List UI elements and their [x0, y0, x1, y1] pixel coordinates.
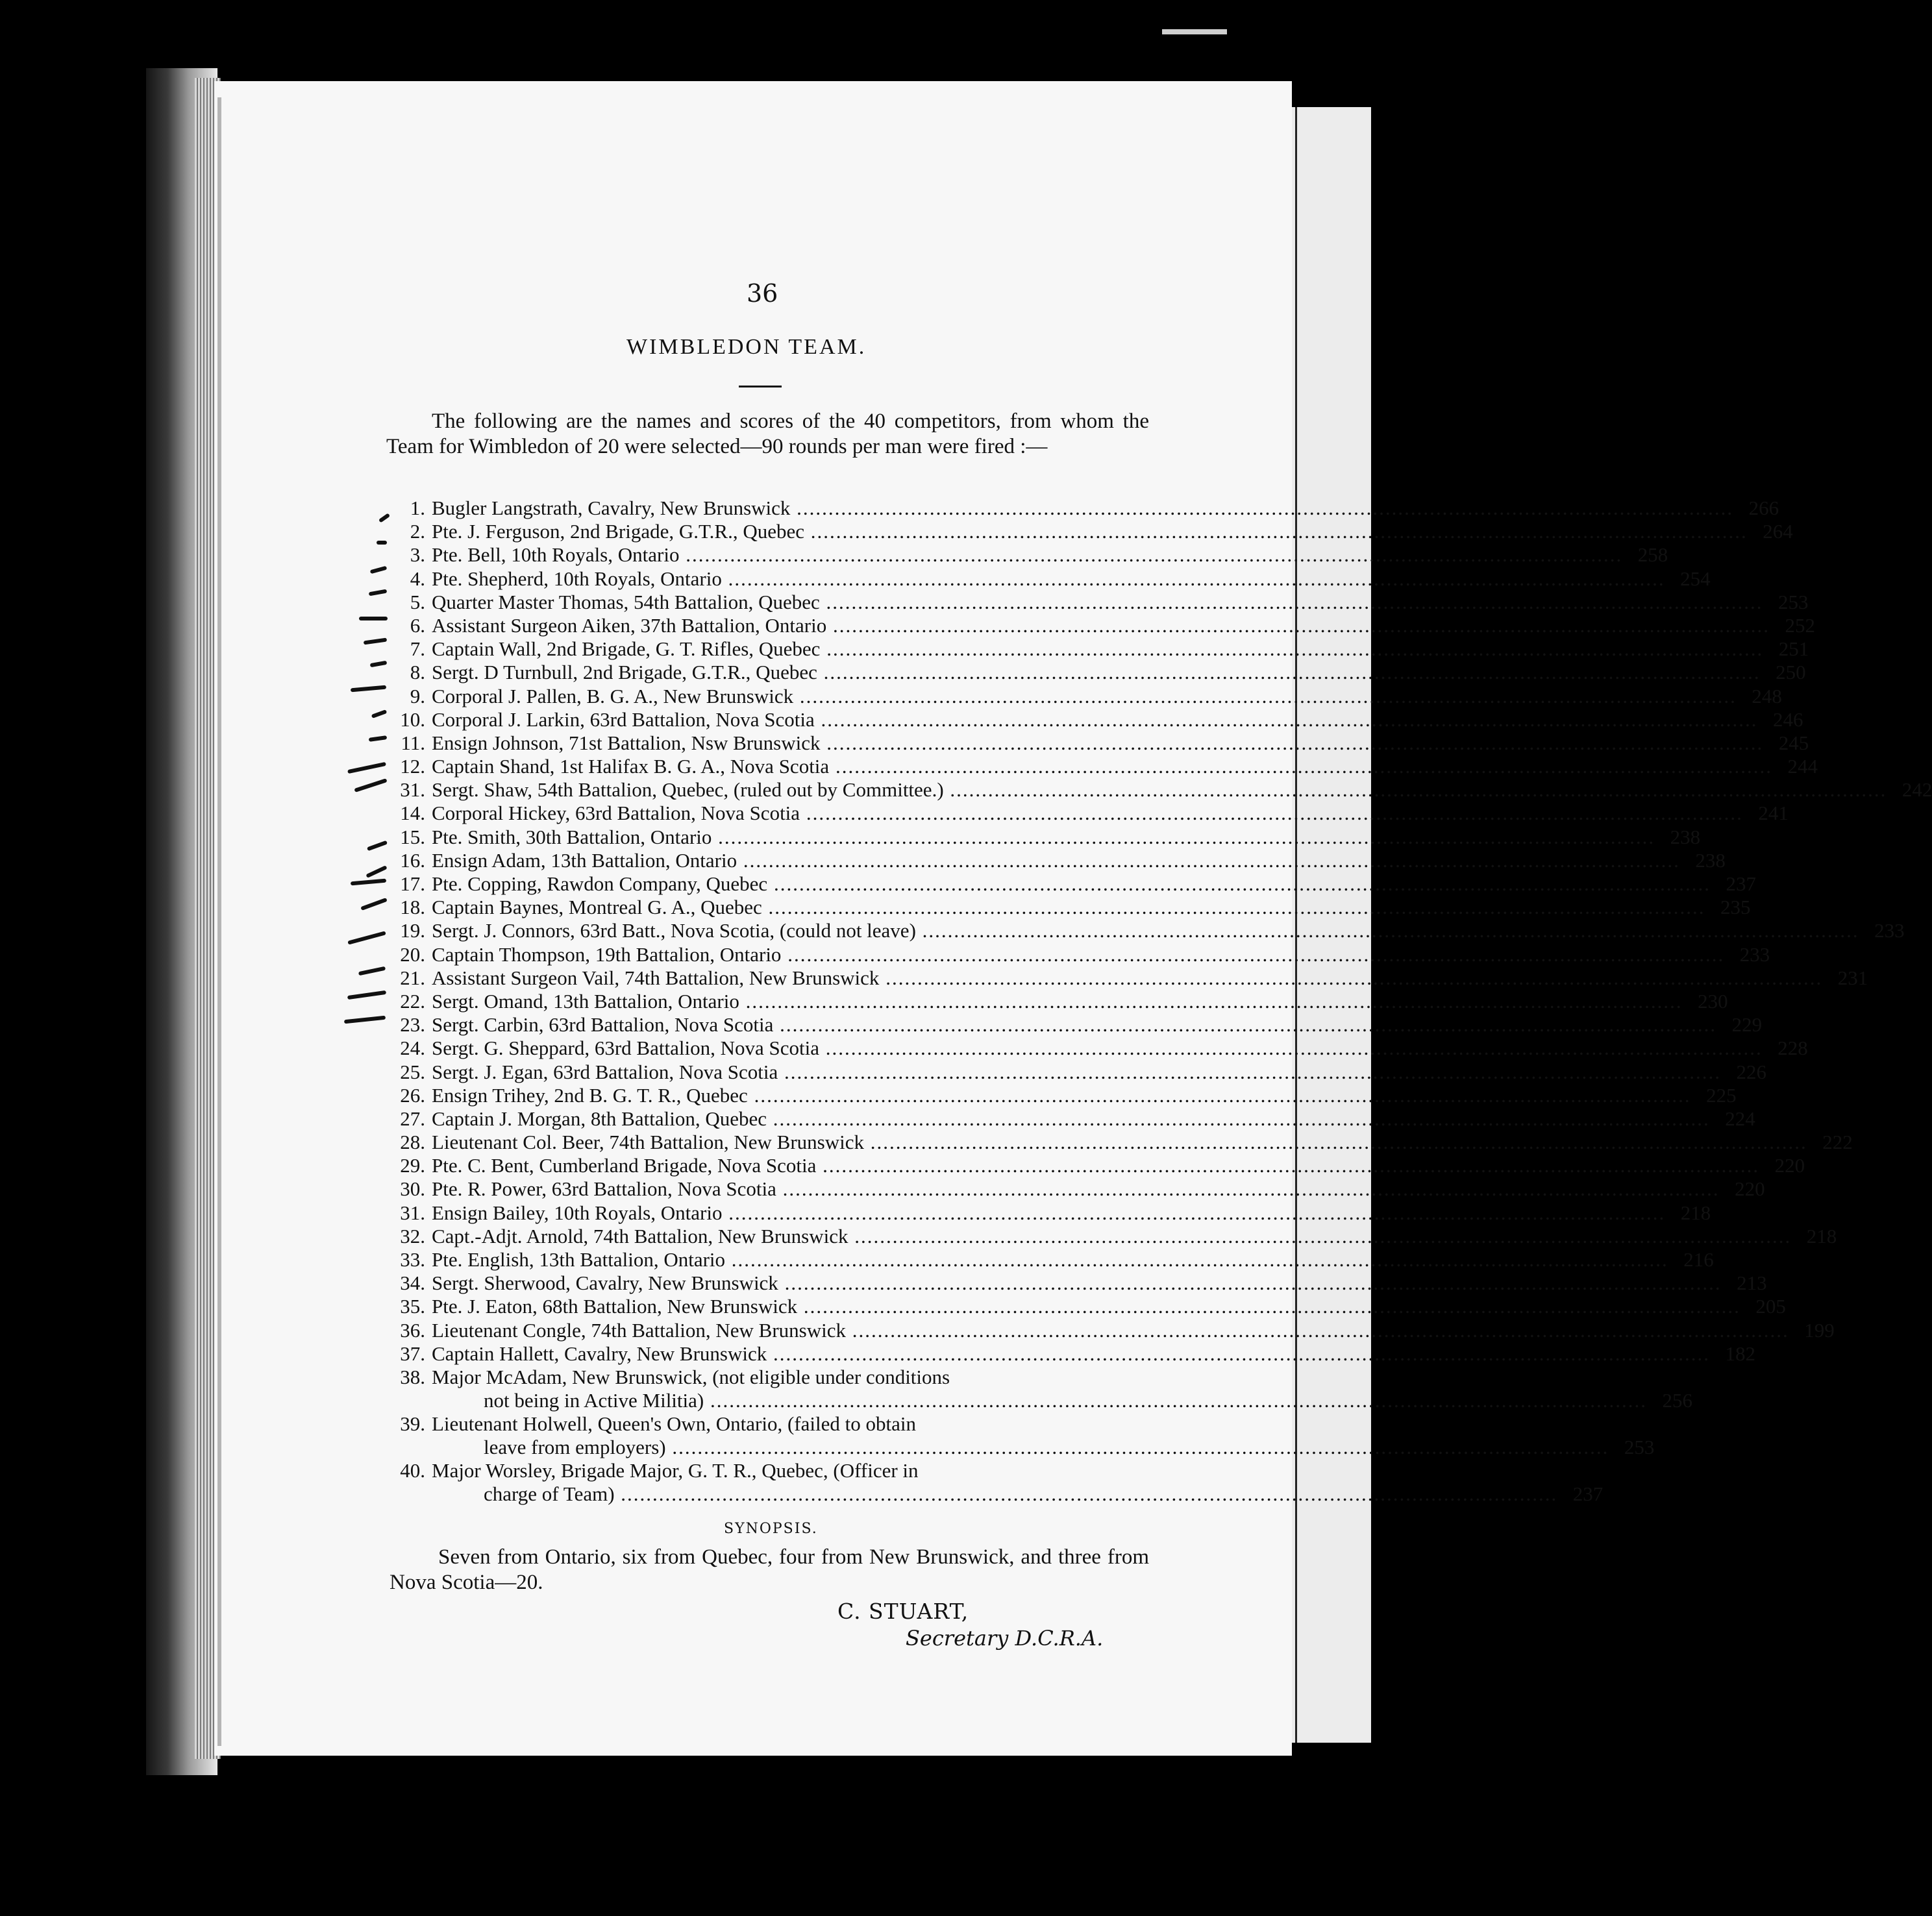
competitor-name: Corporal Hickey, 63rd Battalion, Nova Scotia ..... [432, 802, 1743, 825]
competitor-row [386, 520, 1793, 543]
competitor-number: 3. [410, 543, 425, 567]
competitor-score: 228 [1777, 1037, 1808, 1060]
secretary-title: Secretary D.C.R.A. [906, 1626, 1104, 1651]
competitor-number: 15. [400, 825, 425, 848]
competitor-row [386, 802, 1789, 825]
competitor-name: Pte. C. Bent, Cumberland Brigade, Nova Scotia ..... [432, 1154, 1759, 1177]
competitor-number: 22. [400, 989, 425, 1013]
competitor-score: 218 [1806, 1224, 1837, 1247]
competitor-row [386, 1107, 1755, 1131]
competitor-number: 16. [400, 848, 425, 872]
competitor-score: 199 [1804, 1318, 1835, 1342]
competitor-name: Pte. English, 13th Battalion, Ontario ..... [432, 1248, 1668, 1271]
competitor-row [386, 1342, 1756, 1366]
competitor-name: Corporal J. Pallen, B. G. A., New Brunswick ..... [432, 685, 1737, 708]
competitor-name: Ensign Adam, 13th Battalion, Ontario ..... [432, 849, 1680, 872]
competitor-number: 30. [400, 1177, 425, 1201]
competitor-row [386, 707, 1803, 731]
competitor-score: 233 [1874, 919, 1905, 942]
competitor-name: Pte. Bell, 10th Royals, Ontario ..... [432, 543, 1622, 567]
competitor-score: 237 [1726, 872, 1756, 895]
synopsis-text: Seven from Ontario, six from Quebec, four from New Brunswick, and three from Nova Scotia—20. [390, 1545, 1149, 1594]
competitor-name: Corporal J. Larkin, 63rd Battalion, Nova Scotia ..... [432, 708, 1758, 731]
competitor-number: 24. [400, 1037, 425, 1060]
competitor-row [386, 989, 1728, 1013]
competitor-number: 23. [400, 1013, 425, 1037]
competitor-score: 218 [1680, 1201, 1711, 1224]
pen-mark [359, 617, 388, 620]
competitor-score: 230 [1698, 989, 1728, 1013]
competitor-name: Ensign Bailey, 10th Royals, Ontario ..... [432, 1201, 1665, 1225]
competitor-list [386, 497, 1932, 1506]
competitor-name: Pte. J. Eaton, 68th Battalion, New Brunswick ..... [432, 1295, 1740, 1318]
competitor-row [386, 966, 1868, 990]
competitor-score: 238 [1695, 848, 1726, 872]
competitor-number: 27. [400, 1107, 425, 1130]
title-rule [739, 386, 782, 387]
competitor-score: 256 [1662, 1388, 1692, 1412]
competitor-score: 258 [1637, 543, 1668, 567]
competitor-name-line1: Major McAdam, New Brunswick, (not eligible under conditions [432, 1365, 950, 1388]
competitor-row [386, 661, 1806, 684]
competitor-row [386, 637, 1809, 661]
competitor-number: 26. [400, 1083, 425, 1107]
competitor-name: Pte. Copping, Rawdon Company, Quebec ..... [432, 872, 1711, 896]
competitor-row [386, 1083, 1737, 1107]
competitor-name: Captain Wall, 2nd Brigade, G. T. Rifles, Quebec ..... [432, 637, 1763, 661]
competitor-row [386, 778, 1932, 802]
competitor-name [432, 1412, 1609, 1459]
competitor-name-line2: not being in Active Militia) ..... [432, 1389, 1647, 1412]
competitor-name: Capt.-Adjt. Arnold, 74th Battalion, New Brunswick ..... [432, 1225, 1791, 1248]
competitor-number: 21. [400, 966, 425, 989]
competitor-number: 12. [400, 755, 425, 778]
competitor-row [386, 1154, 1805, 1177]
competitor-score: 220 [1774, 1154, 1805, 1177]
competitor-row [386, 872, 1756, 896]
competitor-name: Sergt. G. Sheppard, 63rd Battalion, Nova Scotia ..... [432, 1037, 1763, 1060]
competitor-name: Assistant Surgeon Aiken, 37th Battalion, Ontario ..... [432, 614, 1770, 637]
competitor-number: 8. [410, 661, 425, 684]
competitor-name: Sergt. Shaw, 54th Battalion, Quebec, (ruled out by Committee.) ..... [432, 778, 1887, 802]
signature: C. STUART, [837, 1599, 969, 1624]
competitor-row [386, 497, 1779, 520]
competitor-score: 241 [1758, 802, 1789, 825]
competitor-score: 238 [1670, 825, 1701, 848]
competitor-name: Ensign Trihey, 2nd B. G. T. R., Quebec ..... [432, 1084, 1691, 1107]
competitor-number: 31. [400, 1201, 425, 1224]
page-inner-border [217, 97, 221, 1746]
competitor-row [386, 567, 1711, 591]
competitor-number: 32. [400, 1224, 425, 1247]
competitor-name: Pte. Shepherd, 10th Royals, Ontario ..... [432, 567, 1665, 591]
competitor-number: 17. [400, 872, 425, 895]
competitor-score: 226 [1736, 1060, 1766, 1083]
competitor-row [386, 1131, 1853, 1154]
competitor-number: 4. [410, 567, 425, 590]
competitor-row [386, 919, 1905, 942]
competitor-number: 35. [400, 1295, 425, 1318]
competitor-row [386, 543, 1668, 567]
competitor-score: 222 [1822, 1131, 1853, 1154]
competitor-score: 237 [1572, 1482, 1604, 1505]
competitor-name: Captain Hallett, Cavalry, New Brunswick ..... [432, 1342, 1710, 1366]
competitor-name: Sergt. J. Egan, 63rd Battalion, Nova Scotia ..... [432, 1061, 1721, 1084]
competitor-name-line2: leave from employers) ..... [432, 1436, 1609, 1459]
competitor-row [386, 1318, 1835, 1342]
competitor-row [386, 731, 1809, 755]
competitor-number: 40. [400, 1458, 425, 1482]
competitor-number: 5. [410, 590, 425, 613]
competitor-number: 11. [401, 731, 425, 754]
competitor-name: Lieutenant Col. Beer, 74th Battalion, New Brunswick ..... [432, 1131, 1807, 1154]
competitor-score: 231 [1837, 966, 1868, 989]
competitor-score: 266 [1748, 497, 1779, 519]
competitor-name: Captain Shand, 1st Halifax B. G. A., Nova Scotia ..... [432, 755, 1772, 778]
competitor-score: 205 [1755, 1295, 1786, 1318]
competitor-number: 2. [410, 520, 425, 543]
competitor-row [386, 1037, 1808, 1060]
competitor-score: 246 [1773, 707, 1803, 731]
competitor-number: 25. [400, 1060, 425, 1083]
competitor-score: 220 [1735, 1177, 1765, 1201]
competitor-number: 36. [400, 1318, 425, 1342]
competitor-number: 28. [400, 1131, 425, 1154]
competitor-number: 19. [400, 919, 425, 942]
competitor-row [386, 1201, 1711, 1225]
competitor-number: 14. [400, 802, 425, 825]
competitor-name: Quarter Master Thomas, 54th Battalion, Quebec ..... [432, 591, 1763, 614]
competitor-number: 10. [400, 707, 425, 731]
competitor-row [386, 684, 1782, 708]
competitor-name: Captain J. Morgan, 8th Battalion, Quebec ..... [432, 1107, 1710, 1131]
competitor-score: 182 [1725, 1342, 1756, 1365]
competitor-number: 7. [410, 637, 425, 661]
competitor-row [386, 1412, 1655, 1459]
competitor-row [386, 942, 1770, 966]
competitor-name: Assistant Surgeon Vail, 74th Battalion, New Brunswick ..... [432, 966, 1822, 990]
competitor-row [386, 1295, 1786, 1318]
competitor-score: 216 [1683, 1248, 1714, 1271]
competitor-name: Captain Thompson, 19th Battalion, Ontario ..... [432, 943, 1724, 966]
competitor-name: Pte. J. Ferguson, 2nd Brigade, G.T.R., Quebec ..... [432, 520, 1748, 543]
competitor-name: Sergt. Carbin, 63rd Battalion, Nova Scotia ..... [432, 1013, 1716, 1037]
competitor-score: 224 [1725, 1107, 1755, 1130]
competitor-score: 248 [1752, 684, 1782, 707]
competitor-score: 252 [1785, 613, 1815, 637]
page-title: WIMBLEDON TEAM. [626, 335, 867, 359]
competitor-score: 229 [1731, 1013, 1763, 1037]
competitor-number: 9. [410, 684, 425, 707]
competitor-row [386, 896, 1751, 919]
page-number: 36 [747, 279, 778, 308]
competitor-name: Sergt. J. Connors, 63rd Batt., Nova Scotia, (could not leave) ..... [432, 919, 1859, 942]
competitor-name [432, 1366, 1647, 1412]
competitor-row [386, 1013, 1763, 1037]
competitor-score: 253 [1777, 590, 1809, 613]
competitor-number: 39. [400, 1412, 425, 1435]
competitor-row [386, 848, 1726, 872]
competitor-name-line2: charge of Team) ..... [432, 1482, 1557, 1506]
pen-mark [377, 541, 387, 545]
competitor-name: Sergt. Omand, 13th Battalion, Ontario ..... [432, 990, 1683, 1013]
competitor-name: Sergt. D Turnbull, 2nd Brigade, G.T.R., Quebec ..... [432, 661, 1761, 684]
competitor-score: 235 [1720, 896, 1751, 919]
competitor-score: 250 [1776, 661, 1806, 684]
competitor-number: 6. [410, 613, 425, 637]
competitor-number: 38. [400, 1365, 425, 1388]
competitor-name: Pte. R. Power, 63rd Battalion, Nova Scotia ..... [432, 1177, 1720, 1201]
competitor-number: 1. [410, 497, 425, 519]
competitor-score: 213 [1737, 1271, 1767, 1295]
competitor-score: 233 [1739, 942, 1770, 966]
competitor-number: 33. [400, 1248, 425, 1271]
competitor-score: 244 [1787, 755, 1818, 778]
competitor-number: 31. [400, 778, 425, 802]
competitor-score: 254 [1680, 567, 1711, 590]
competitor-number: 34. [400, 1271, 425, 1295]
competitor-row [386, 1248, 1714, 1271]
competitor-row [386, 1271, 1767, 1295]
competitor-name-line1: Major Worsley, Brigade Major, G. T. R., Quebec, (Officer in [432, 1458, 919, 1482]
competitor-score: 264 [1763, 520, 1793, 543]
competitor-row [386, 825, 1701, 849]
competitor-score: 253 [1624, 1435, 1655, 1458]
competitor-row [386, 590, 1809, 614]
competitor-number: 20. [400, 942, 425, 966]
competitor-row [386, 1458, 1604, 1506]
competitor-name: Ensign Johnson, 71st Battalion, Nsw Brunswick ..... [432, 731, 1763, 755]
competitor-row [386, 613, 1815, 637]
intro-paragraph: The following are the names and scores of the 40 competitors, from whom the Team for Wimbledon of 20 were selected—90 rounds per man were fired :— [386, 410, 1149, 458]
competitor-name: Pte. Smith, 30th Battalion, Ontario ..... [432, 826, 1655, 849]
competitor-row [386, 1060, 1766, 1084]
competitor-score: 251 [1778, 637, 1809, 661]
competitor-number: 18. [400, 896, 425, 919]
competitor-name: Bugler Langstrath, Cavalry, New Brunswick ..... [432, 497, 1733, 520]
competitor-name: Lieutenant Congle, 74th Battalion, New Brunswick ..... [432, 1319, 1789, 1342]
competitor-row [386, 1224, 1837, 1248]
competitor-score: 245 [1778, 731, 1809, 754]
scan-corner-mark [1162, 29, 1227, 34]
competitor-score: 242 [1901, 778, 1932, 802]
competitor-number: 37. [400, 1342, 425, 1365]
competitor-name: Sergt. Sherwood, Cavalry, New Brunswick ..... [432, 1271, 1722, 1295]
competitor-name: Captain Baynes, Montreal G. A., Quebec ..... [432, 896, 1705, 919]
competitor-row [386, 755, 1818, 778]
competitor-row [386, 1177, 1765, 1201]
competitor-row [386, 1365, 1692, 1412]
competitor-score: 225 [1706, 1083, 1737, 1107]
competitor-name-line1: Lieutenant Holwell, Queen's Own, Ontario, (failed to obtain [432, 1412, 916, 1435]
synopsis-heading: SYNOPSIS. [724, 1521, 818, 1537]
competitor-name [432, 1459, 1557, 1506]
competitor-number: 29. [400, 1154, 425, 1177]
